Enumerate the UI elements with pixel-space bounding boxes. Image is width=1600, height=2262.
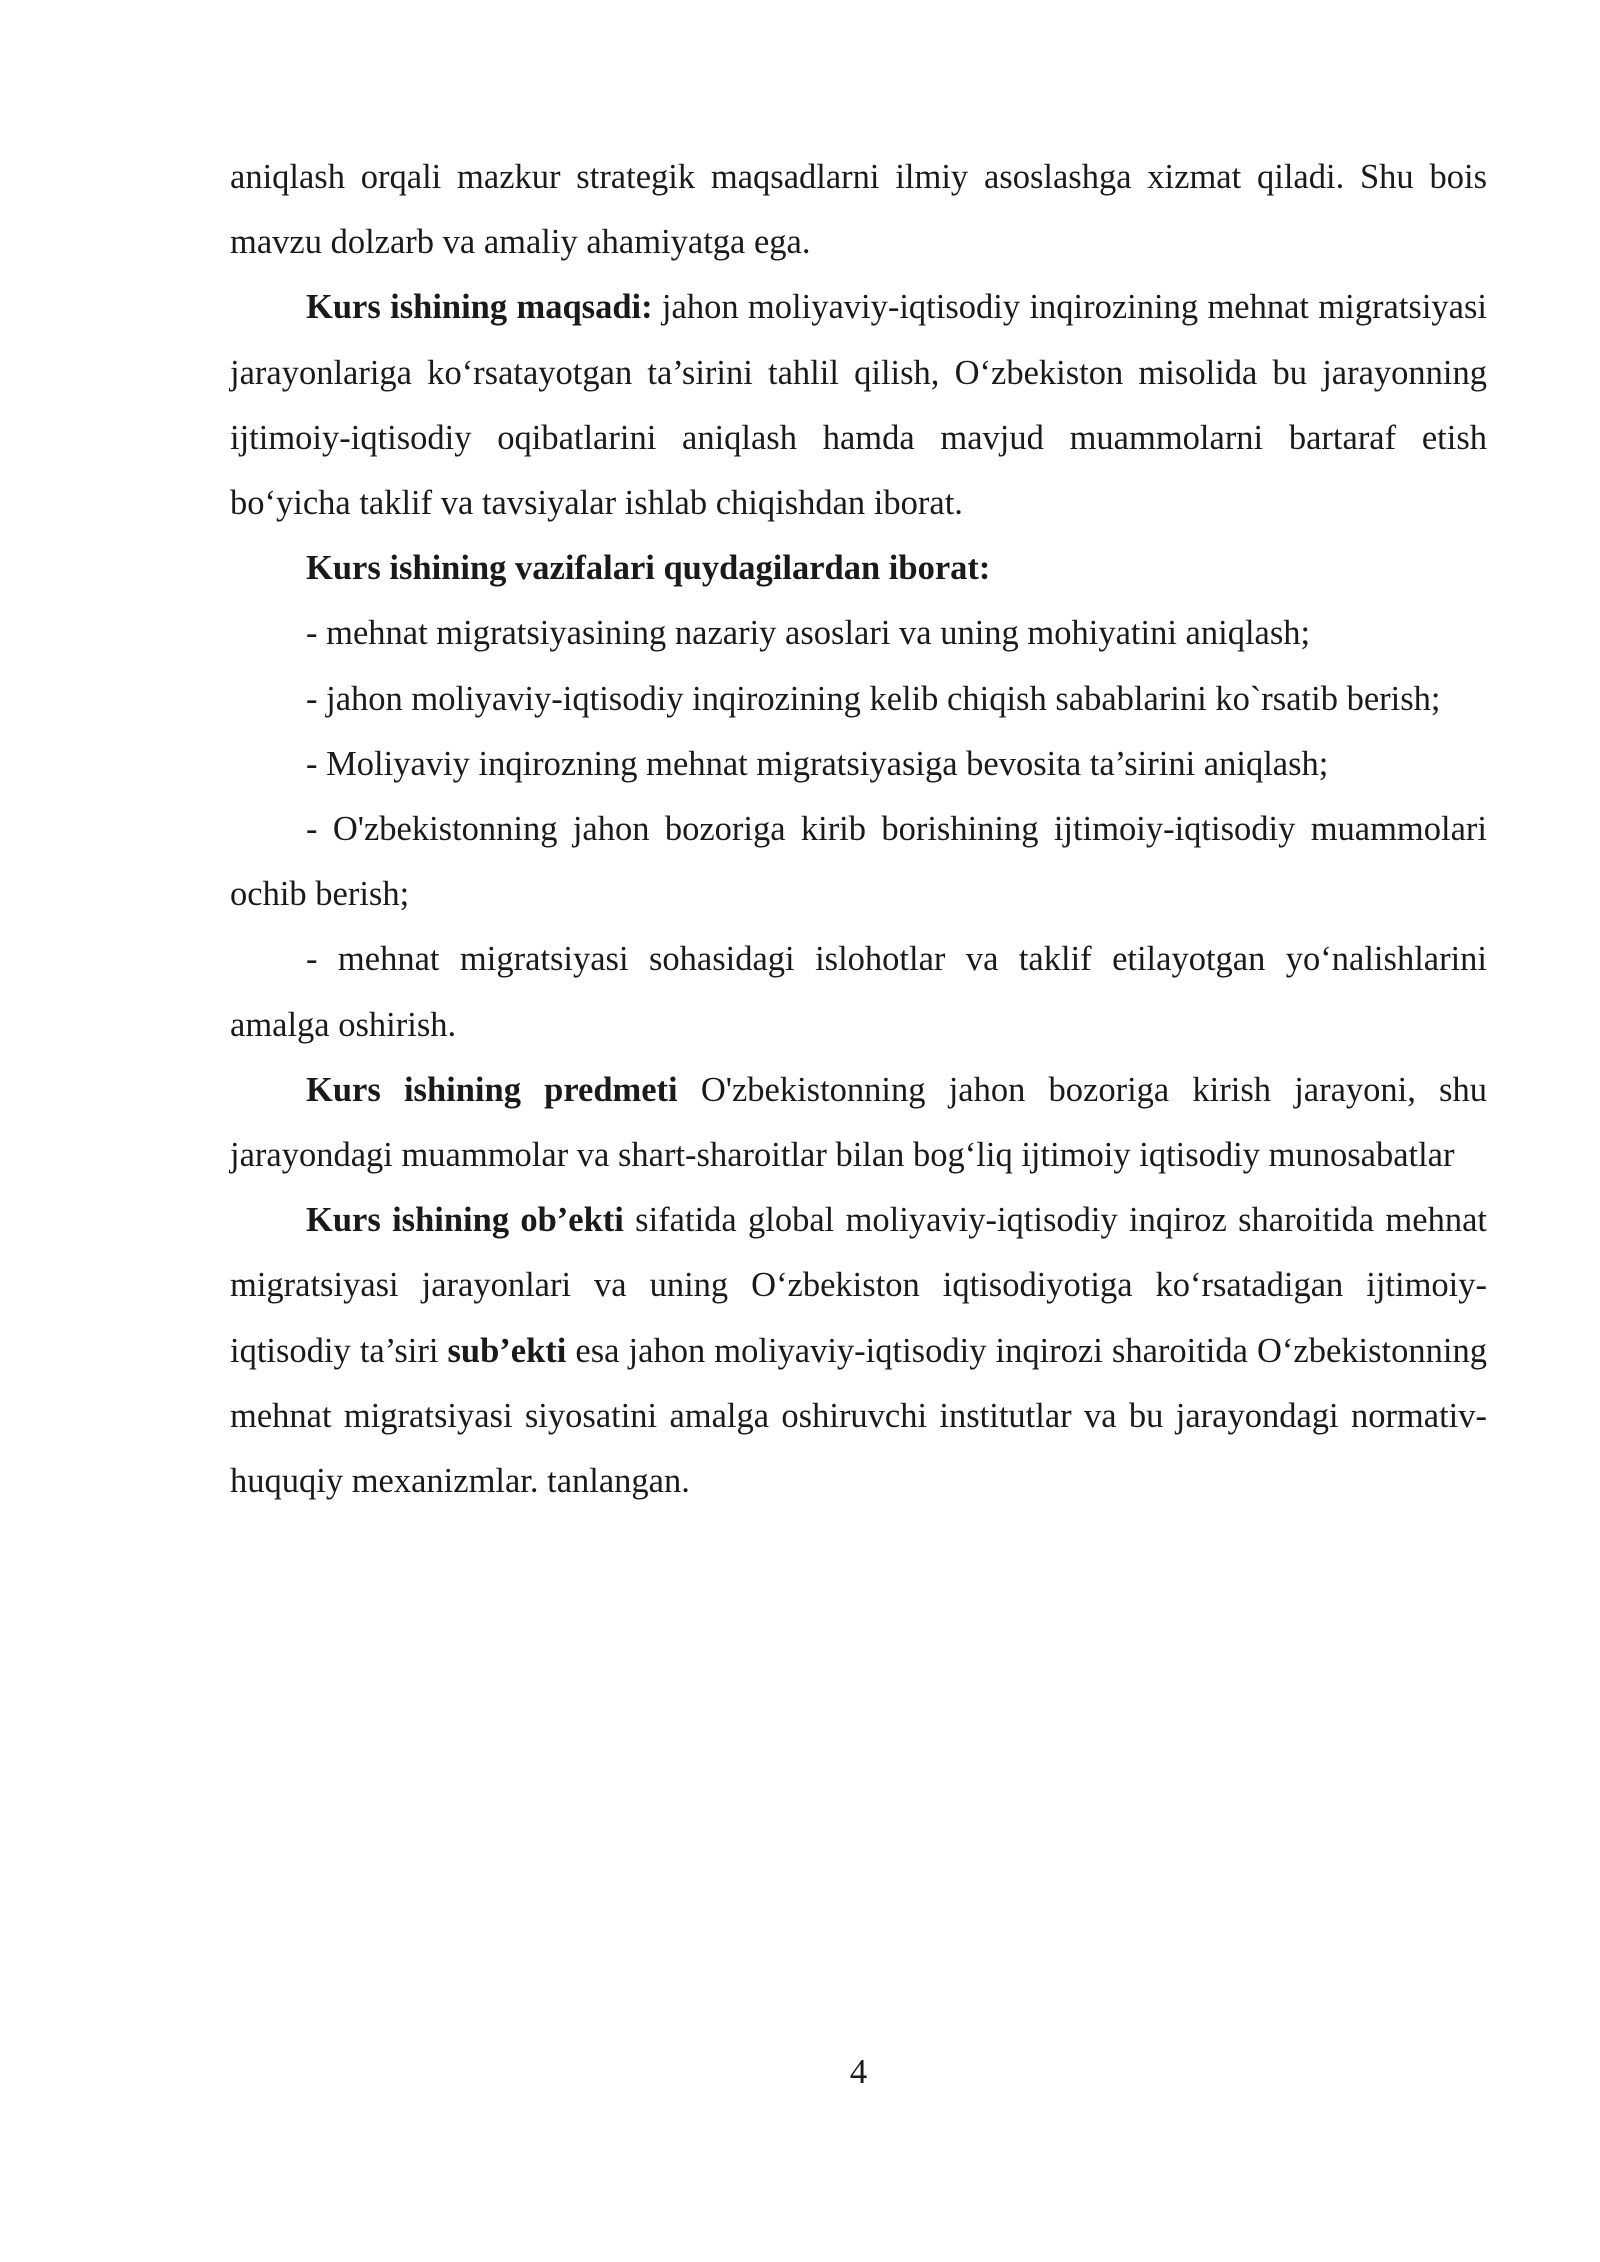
object-text-1: sifatida global moliyaviy-iqtisodiy inqiroz sharoitida mehnat migratsiyasi jarayonlari va uning O‘zbekiston iqtisodiyotiga ko‘rsatadigan ijtimoiy-iqtisodiy ta’siri — [230, 1201, 1487, 1370]
task-item: - Moliyaviy inqirozning mehnat migratsiyasiga bevosita ta’sirini aniqlash; — [306, 744, 1329, 783]
subject2-label: sub’ekti — [447, 1331, 567, 1370]
aim-paragraph — [230, 275, 1487, 536]
subject-label: Kurs ishining predmeti — [306, 1070, 678, 1109]
subject-text: O'zbekistonning jahon bozoriga kirish jarayoni, shu jarayondagi muammolar va shart-sharoitlar bilan bog‘liq ijtimoiy iqtisodiy munosabatlar — [230, 1070, 1487, 1175]
object-paragraph — [230, 1188, 1487, 1514]
tasks-heading-text: Kurs ishining vazifalari quydagilardan iborat: — [306, 549, 991, 588]
object-text-2: esa jahon moliyaviy-iqtisodiy inqirozi sharoitida O‘zbekistonning mehnat migratsiyasi siyosatini amalga oshiruvchi institutlar va bu jarayondagi normativ-huquqiy mexanizmlar. tanlangan. — [230, 1331, 1487, 1501]
task-item: - mehnat migratsiyasining nazariy asoslari va uning mohiyatini aniqlash; — [306, 614, 1311, 653]
intro-continuation-paragraph: aniqlash orqali mazkur strategik maqsadlarni ilmiy asoslashga xizmat qiladi. Shu bois mavzu dolzarb va amaliy ahamiyatga ega. — [230, 158, 1487, 262]
tasks-heading — [230, 536, 1487, 601]
object-label: Kurs ishining ob’ekti — [306, 1201, 624, 1240]
task-item: - O'zbekistonning jahon bozoriga kirib borishining ijtimoiy-iqtisodiy muammolari ochib berish; — [230, 810, 1487, 914]
subject-paragraph — [230, 1058, 1487, 1188]
task-item: - jahon moliyaviy-iqtisodiy inqirozining kelib chiqish sabablarini ko`rsatib berish; — [306, 679, 1441, 718]
task-item: - mehnat migratsiyasi sohasidagi islohotlar va taklif etilayotgan yo‘nalishlarini amalga oshirish. — [230, 940, 1487, 1044]
page-number: 4 — [849, 2053, 868, 2091]
aim-text: jahon moliyaviy-iqtisodiy inqirozining mehnat migratsiyasi jarayonlariga ko‘rsatayotgan ta’sirini tahlil qilish, O‘zbekiston misolida bu jarayonning ijtimoiy-iqtisodiy oqibatlarini aniqlash hamda mavjud muammolarni bartaraf etish bo‘yicha taklif va tavsiyalar ishlab chiqishdan iborat. — [230, 288, 1487, 523]
aim-label: Kurs ishining maqsadi: — [306, 288, 653, 327]
document-body — [230, 145, 1487, 1514]
